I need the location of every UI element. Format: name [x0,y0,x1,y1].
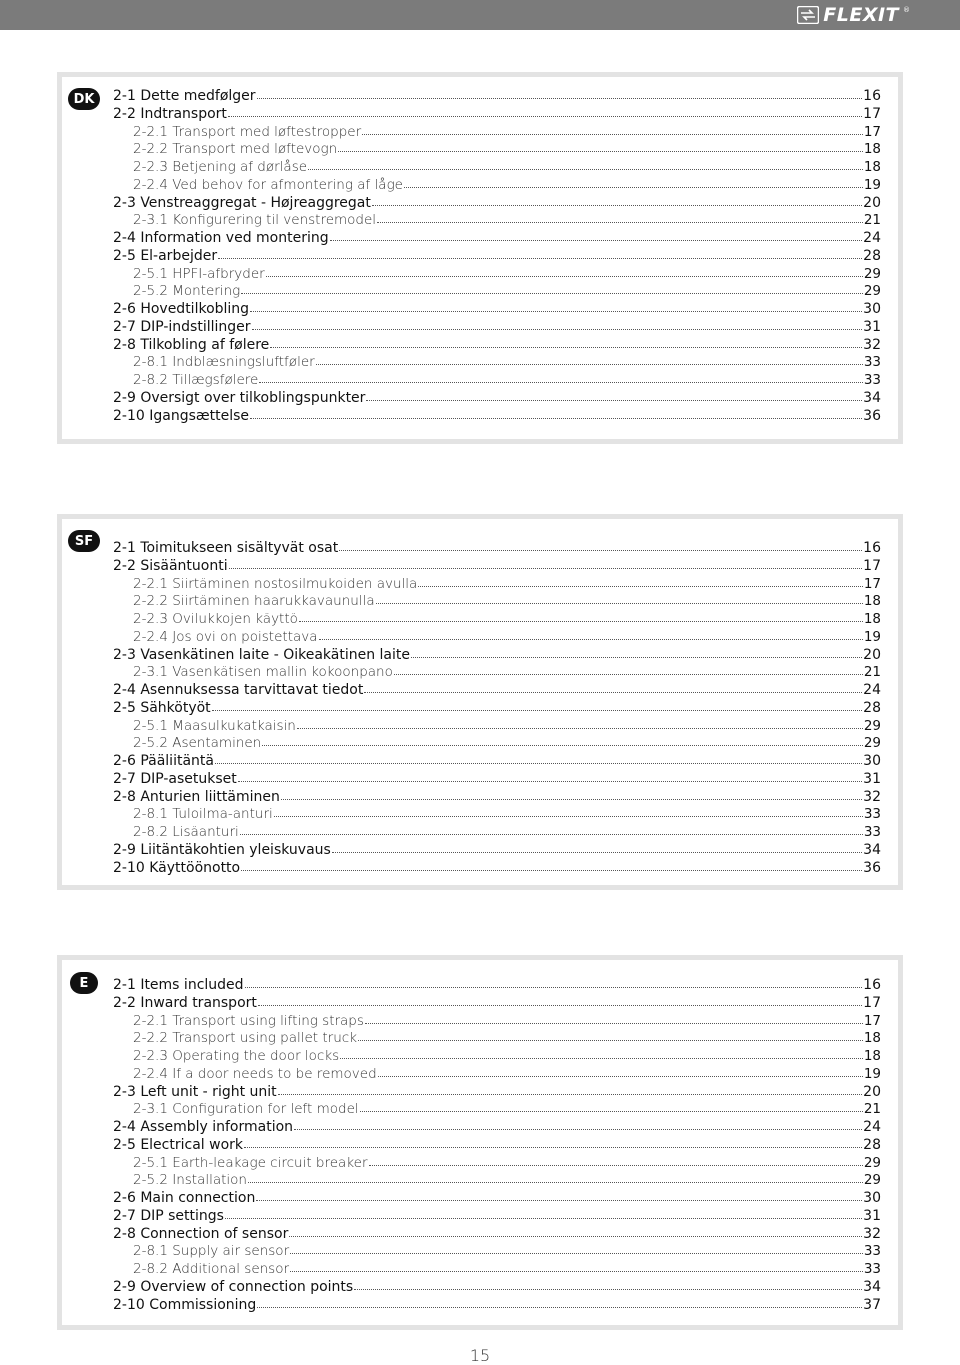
toc-dot-leader [262,745,863,746]
toc-dot-leader [364,692,862,693]
toc-entry[interactable] [113,647,881,665]
toc-entry-title: 2-8.1 Indblæsningsluftføler [133,354,315,371]
toc-entry-title: 2-9 Liitäntäkohtien yleiskuvaus [113,841,331,858]
toc-entry-page: 20 [863,1083,881,1100]
toc-entry[interactable] [113,248,881,266]
toc-entry[interactable] [113,1137,881,1155]
toc-entry-page: 29 [863,283,881,300]
toc-entry-page: 17 [863,557,881,574]
toc-dot-leader [308,169,863,170]
toc-entry-title: 2-8.2 Lisäanturi [133,824,239,840]
toc-entry-title: 2-3 Venstreaggregat - Højreaggregat [113,194,371,211]
toc-entry-title: 2-1 Dette medfølger [113,88,256,104]
toc-entry-page: 32 [863,1225,881,1242]
toc-entry-title: 2-5.1 HPFI-afbryder [133,265,265,282]
toc-entry-title: 2-7 DIP-asetukset [113,770,237,787]
toc-entry-title: 2-4 Information ved montering [113,230,329,246]
toc-dot-leader [411,657,862,658]
toc-entry[interactable] [113,682,881,700]
toc-dot-leader [278,1094,863,1095]
toc-dot-leader [228,116,862,117]
toc-entry-page: 19 [863,176,881,193]
toc-dot-leader [241,293,863,294]
toc-dot-leader [270,347,862,348]
toc-dot-leader [290,1253,863,1254]
toc-entry-page: 17 [863,575,881,592]
toc-entry[interactable] [113,106,881,124]
toc-entry[interactable] [113,576,881,594]
toc-dot-leader [319,639,863,640]
toc-dot-leader [212,710,863,711]
toc-entry-title: 2-9 Overview of connection points [113,1278,354,1295]
toc-entry-page: 32 [863,788,881,805]
toc-entry-page: 28 [863,1136,881,1153]
toc-entry-title: 2-2.3 Betjening af dørlåse [133,159,308,175]
toc-entry-title: 2-6 Main connection [113,1190,256,1206]
toc-dot-leader [294,1129,862,1130]
toc-entry-title: 2-5 Electrical work [113,1136,243,1153]
toc-entry-page: 18 [863,593,881,610]
toc-dot-leader [378,1076,863,1077]
toc-dot-leader [377,222,863,223]
toc-entry[interactable] [113,88,881,106]
header-bar [0,0,960,30]
toc-entry[interactable] [113,1261,881,1279]
toc-entry-page: 16 [863,977,881,993]
toc-entry-title: 2-2.4 If a door needs to be removed [133,1065,377,1082]
toc-entry-title: 2-3 Vasenkätinen laite - Oikeakätinen laite [113,646,411,663]
toc-dot-leader [257,1307,862,1308]
toc-entry[interactable] [113,700,881,718]
toc-entry[interactable] [113,1084,881,1102]
lang-badge-sf: SF [68,530,100,552]
toc-entry[interactable] [113,124,881,142]
toc-entry[interactable] [113,195,881,213]
page-number: 15 [469,1346,491,1365]
toc-entry-page: 32 [863,336,881,353]
toc-entry-title: 2-7 DIP settings [113,1207,224,1224]
flexit-arrows-icon [797,6,819,24]
toc-entry[interactable] [113,1190,881,1208]
toc-entry-page: 17 [863,1012,881,1029]
toc-entry[interactable] [113,337,881,355]
toc-entry-title: 2-2.1 Transport med løftestropper [133,123,362,140]
lang-badge-e: E [70,972,98,994]
toc-list-e [113,977,881,1314]
toc-dot-leader [256,1200,862,1201]
toc-dot-leader [274,816,863,817]
toc-entry-page: 36 [863,859,881,876]
toc-entry-title: 2-10 Igangsættelse [113,407,250,424]
toc-dot-leader [215,763,862,764]
toc-entry-page: 29 [863,1172,881,1189]
toc-entry[interactable] [113,1279,881,1297]
toc-entry-page: 20 [863,646,881,663]
toc-entry[interactable] [113,1208,881,1226]
toc-entry-title: 2-9 Oversigt over tilkoblingspunkter [113,389,366,406]
toc-entry-title: 2-2.1 Siirtäminen nostosilmukoiden avulla [133,575,418,592]
toc-entry-title: 2-10 Commissioning [113,1296,257,1313]
toc-entry[interactable] [113,1172,881,1190]
toc-entry-title: 2-5.2 Montering [133,283,241,300]
toc-entry-page: 29 [863,717,881,734]
toc-dot-leader [404,187,863,188]
toc-dot-leader [366,400,862,401]
toc-entry[interactable] [113,283,881,301]
toc-entry[interactable] [113,629,881,647]
toc-dot-leader [240,834,863,835]
toc-entry-title: 2-2.3 Ovilukkojen käyttö [133,611,298,627]
toc-entry-title: 2-3.1 Configuration for left model [133,1101,359,1118]
toc-entry-page: 18 [863,141,881,158]
toc-dot-leader [257,98,863,99]
toc-entry-page: 30 [863,301,881,317]
toc-dot-leader [372,205,862,206]
toc-entry-page: 18 [863,1048,881,1064]
toc-entry-title: 2-8 Connection of sensor [113,1225,289,1242]
toc-entry-title: 2-1 Items included [113,977,244,993]
toc-entry[interactable] [113,1155,881,1173]
toc-dot-leader [316,364,863,365]
toc-dot-leader [394,674,863,675]
toc-entry-title: 2-8.1 Tuloilma-anturi [133,806,273,823]
toc-entry[interactable] [113,806,881,824]
toc-entry-title: 2-2 Inward transport [113,994,257,1011]
toc-dot-leader [362,134,863,135]
toc-dot-leader [376,603,863,604]
toc-entry[interactable] [113,789,881,807]
toc-entry-title: 2-3.1 Vasenkätisen mallin kokoonpano [133,664,393,681]
toc-entry-page: 24 [863,1119,881,1135]
toc-dot-leader [330,240,863,241]
toc-entry[interactable] [113,735,881,753]
toc-dot-leader [225,1218,862,1219]
toc-entry[interactable] [113,771,881,789]
toc-dot-leader [299,621,863,622]
toc-entry-page: 16 [863,540,881,556]
toc-entry-page: 29 [863,735,881,752]
toc-dot-leader [258,1005,862,1006]
toc-entry-page: 17 [863,994,881,1011]
toc-entry-title: 2-7 DIP-indstillinger [113,318,251,335]
toc-entry[interactable] [113,753,881,771]
toc-entry-title: 2-4 Assembly information [113,1119,294,1135]
toc-entry-page: 21 [863,212,881,229]
toc-entry[interactable] [113,354,881,372]
toc-entry-page: 21 [863,664,881,681]
toc-entry[interactable] [113,301,881,319]
toc-entry-title: 2-8 Tilkobling af følere [113,336,270,353]
toc-dot-leader [281,799,862,800]
toc-entry-title: 2-5.1 Earth-leakage circuit breaker [133,1154,368,1171]
logo-registered-mark: ® [903,6,910,14]
toc-entry-title: 2-2.2 Siirtäminen haarukkavaunulla [133,593,375,610]
flexit-logo [797,4,910,26]
toc-entry[interactable] [113,372,881,390]
toc-entry-page: 18 [863,159,881,175]
toc-entry[interactable] [113,664,881,682]
toc-entry-page: 18 [863,1030,881,1047]
toc-entry-page: 29 [863,265,881,282]
toc-entry-page: 19 [863,1065,881,1082]
toc-entry[interactable] [113,1119,881,1137]
toc-entry[interactable] [113,1243,881,1261]
toc-entry-title: 2-8.1 Supply air sensor [133,1243,290,1260]
toc-dot-leader [332,852,862,853]
toc-entry[interactable] [113,212,881,230]
toc-entry-title: 2-5.2 Installation [133,1172,247,1189]
toc-entry-page: 33 [863,1261,881,1277]
toc-entry-page: 30 [863,1190,881,1206]
toc-entry-page: 29 [863,1154,881,1171]
toc-entry[interactable] [113,1048,881,1066]
toc-dot-leader [369,1165,863,1166]
toc-dot-leader [218,258,862,259]
toc-entry[interactable] [113,540,881,558]
toc-entry-title: 2-5.2 Asentaminen [133,735,262,752]
logo-text: FLEXIT [823,4,899,26]
toc-entry-title: 2-2 Indtransport [113,105,227,122]
toc-entry[interactable] [113,319,881,337]
toc-entry-page: 31 [863,770,881,787]
toc-dot-leader [245,987,863,988]
toc-entry-title: 2-8.2 Tillægsfølere [133,372,259,388]
toc-entry-page: 16 [863,88,881,104]
toc-entry-title: 2-6 Pääliitäntä [113,753,214,769]
toc-entry-page: 34 [863,1278,881,1295]
toc-entry-page: 33 [863,1243,881,1260]
toc-dot-leader [358,1040,863,1041]
toc-entry-page: 21 [863,1101,881,1118]
toc-dot-leader [252,329,863,330]
toc-entry-title: 2-4 Asennuksessa tarvittavat tiedot [113,682,364,698]
toc-dot-leader [229,568,863,569]
toc-dot-leader [289,1236,862,1237]
toc-entry-title: 2-8.2 Additional sensor [133,1261,290,1277]
toc-dot-leader [266,276,863,277]
toc-entry-title: 2-6 Hovedtilkobling [113,301,250,317]
toc-dot-leader [248,1182,863,1183]
toc-entry-page: 33 [863,354,881,371]
toc-dot-leader [238,781,862,782]
toc-dot-leader [290,1271,863,1272]
toc-entry-page: 17 [863,123,881,140]
toc-entry-title: 2-2 Sisääntuonti [113,557,228,574]
toc-entry-page: 34 [863,389,881,406]
toc-entry[interactable] [113,611,881,629]
toc-entry[interactable] [113,1066,881,1084]
toc-dot-leader [360,1111,863,1112]
toc-entry[interactable] [113,141,881,159]
toc-entry[interactable] [113,390,881,408]
toc-entry[interactable] [113,266,881,284]
toc-list-dk [113,88,881,425]
toc-entry-page: 33 [863,824,881,840]
toc-entry-title: 2-1 Toimitukseen sisältyvät osat [113,540,339,556]
toc-entry-title: 2-5.1 Maasulkukatkaisin [133,717,296,734]
toc-entry-page: 37 [863,1296,881,1313]
toc-entry[interactable] [113,1101,881,1119]
lang-badge-dk: DK [68,88,100,110]
toc-dot-leader [244,1147,862,1148]
toc-dot-leader [297,728,863,729]
toc-entry-page: 24 [863,230,881,246]
toc-dot-leader [250,418,862,419]
toc-entry-title: 2-8 Anturien liittäminen [113,788,280,805]
toc-entry-page: 20 [863,194,881,211]
toc-entry-page: 33 [863,372,881,388]
toc-dot-leader [250,311,862,312]
toc-entry[interactable] [113,1013,881,1031]
toc-entry[interactable] [113,842,881,860]
toc-entry[interactable] [113,558,881,576]
toc-dot-leader [259,382,862,383]
toc-entry-title: 2-3 Left unit - right unit [113,1083,277,1100]
toc-entry[interactable] [113,408,881,426]
toc-entry-title: 2-2.2 Transport using pallet truck [133,1030,358,1047]
toc-entry-page: 28 [863,247,881,264]
toc-entry-title: 2-5 El-arbejder [113,247,218,264]
toc-entry[interactable] [113,230,881,248]
toc-entry[interactable] [113,1226,881,1244]
toc-entry[interactable] [113,593,881,611]
toc-dot-leader [354,1289,862,1290]
toc-dot-leader [339,550,862,551]
toc-entry[interactable] [113,977,881,995]
toc-entry-title: 2-2.4 Ved behov for afmontering af låge [133,176,403,193]
toc-entry-page: 31 [863,1207,881,1224]
toc-entry-page: 36 [863,407,881,424]
toc-entry-title: 2-2.3 Operating the door locks [133,1048,340,1064]
toc-entry-page: 19 [863,628,881,645]
toc-entry-title: 2-10 Käyttöönotto [113,859,241,876]
toc-entry-title: 2-2.1 Transport using lifting straps [133,1012,364,1029]
toc-entry[interactable] [113,718,881,736]
toc-entry-page: 31 [863,318,881,335]
toc-dot-leader [340,1058,863,1059]
toc-entry-page: 34 [863,841,881,858]
toc-entry[interactable] [113,159,881,177]
toc-entry-title: 2-2.2 Transport med løftevogn [133,141,338,158]
toc-dot-leader [365,1023,863,1024]
toc-entry[interactable] [113,860,881,878]
toc-entry-page: 18 [863,611,881,627]
toc-entry[interactable] [113,1297,881,1315]
toc-entry[interactable] [113,995,881,1013]
toc-entry[interactable] [113,824,881,842]
toc-entry-title: 2-5 Sähkötyöt [113,699,211,716]
toc-entry[interactable] [113,177,881,195]
toc-dot-leader [338,151,863,152]
toc-entry-page: 24 [863,682,881,698]
toc-list-sf [113,540,881,877]
toc-entry-title: 2-2.4 Jos ovi on poistettava [133,628,318,645]
toc-entry-title: 2-3.1 Konfigurering til venstremodel [133,212,377,229]
toc-entry-page: 33 [863,806,881,823]
toc-entry[interactable] [113,1030,881,1048]
toc-dot-leader [241,870,862,871]
toc-entry-page: 30 [863,753,881,769]
toc-entry-page: 17 [863,105,881,122]
toc-entry-page: 28 [863,699,881,716]
toc-dot-leader [418,586,862,587]
